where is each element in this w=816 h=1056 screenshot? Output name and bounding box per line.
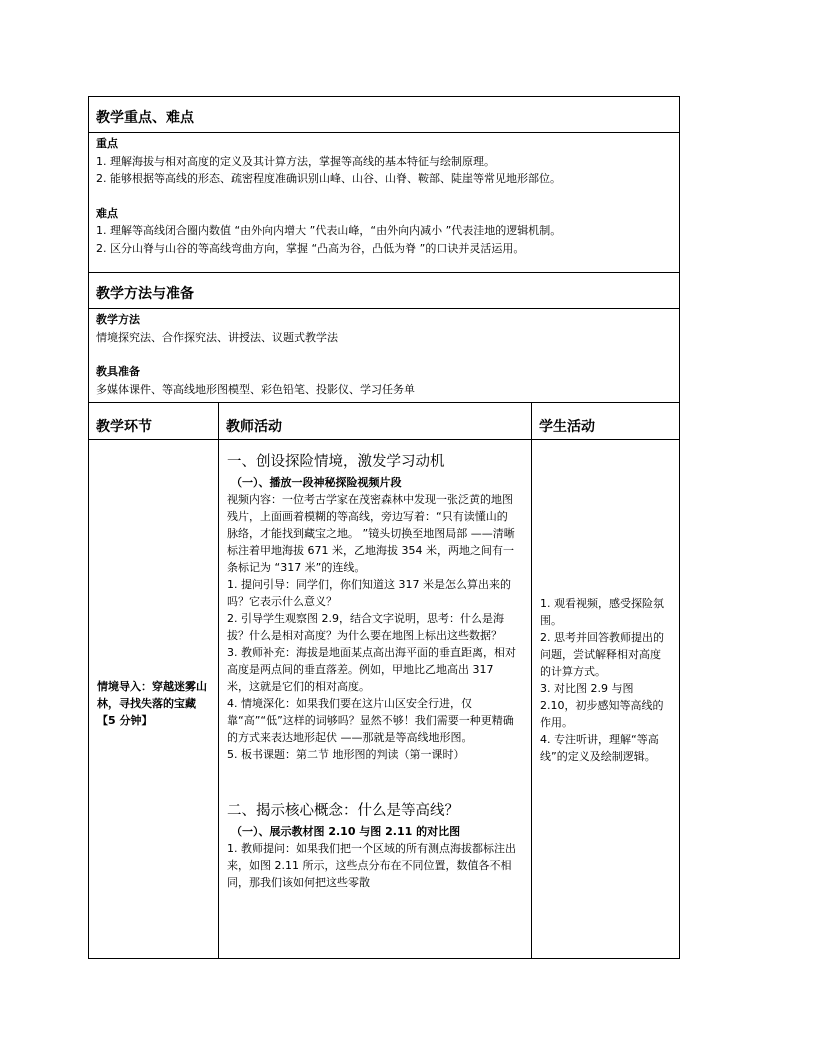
teacher-step: 1. 教师提问：如果我们把一个区域的所有测点海拔都标注出来，如图 2.11 所示，这些点分布在不同位置，数值各不相同，那我们该如何把这些零散 <box>227 842 516 889</box>
tools-text: 多媒体课件、等高线地形图模型、彩色铅笔、投影仪、学习任务单 <box>96 382 415 396</box>
method-text: 情境探究法、合作探究法、讲授法、议题式教学法 <box>96 330 338 344</box>
student-cell <box>532 440 679 959</box>
column-header-stage: 教学环节 <box>89 403 219 439</box>
method-heading: 教学方法 <box>96 313 140 326</box>
teacher-step: 2. 引导学生观察图 2.9，结合文字说明，思考：什么是海拔？什么是相对高度？为什么要在地图上标出这些数据？ <box>227 612 504 642</box>
student-item: 4. 专注听讲，理解“等高线”的定义及绘制逻辑。 <box>540 733 659 763</box>
difficulty-item: 1. 理解等高线闭合圈内数值 “由外向内增大 ”代表山峰，“由外向内减小 ”代表洼地的逻辑机制。 <box>96 224 562 237</box>
teacher-step: 1. 提问引导：同学们，你们知道这 317 米是怎么算出来的吗？它表示什么意义？ <box>227 578 511 608</box>
activity-table-header <box>89 403 679 440</box>
stage-cell <box>89 440 219 959</box>
focus-item: 2. 能够根据等高线的形态、疏密程度准确识别山峰、山谷、山脊、鞍部、陡崖等常见地形部位。 <box>96 172 561 185</box>
teacher-step: 4. 情境深化：如果我们要在这片山区安全行进，仅靠“高”“低”这样的词够吗？显然不够！我们需要一种更精确的方式来表达地形起伏 ——那就是等高线地形图。 <box>227 697 514 744</box>
section-title: 二、揭示核心概念：什么是等高线？ <box>227 803 459 819</box>
teacher-step: 3. 教师补充：海拔是地面某点高出海平面的垂直距离，相对高度是两点间的垂直落差。例如，甲地比乙地高出 317 米，这就是它们的相对高度。 <box>227 646 516 693</box>
section-subtitle: （一）、播放一段神秘探险视频片段 <box>231 476 402 489</box>
key-points-body <box>89 133 679 273</box>
lesson-plan-table <box>88 96 680 959</box>
focus-item: 1. 理解海拔与相对高度的定义及其计算方法，掌握等高线的基本特征与绘制原理。 <box>96 154 495 168</box>
teacher-step: 5. 板书课题：第二节 地形图的判读（第一课时） <box>227 748 465 761</box>
stage-label: 情境导入：穿越迷雾山林，寻找失落的宝藏【5 分钟】 <box>97 680 207 727</box>
section-subtitle: （一）、展示教材图 2.10 与图 2.11 的对比图 <box>231 825 461 838</box>
difficulty-heading: 难点 <box>96 206 118 220</box>
video-description: 视频内容：一位考古学家在茂密森林中发现一张泛黄的地图残片，上面画着模糊的等高线，旁边写着：“只有读懂山的脉络，才能找到藏宝之地。 ”镜头切换至地图局部 ——清晰标注着甲地海拔 671 米，乙地海拔 354 米，两地之间有一条标记为 “317 米”的连线。 <box>227 493 515 574</box>
focus-heading: 重点 <box>96 137 118 150</box>
teacher-cell <box>219 440 532 959</box>
methods-body <box>89 309 679 403</box>
activity-table-row <box>89 440 679 959</box>
tools-heading: 教具准备 <box>96 365 140 378</box>
methods-title: 教学方法与准备 <box>89 273 679 309</box>
student-item: 3. 对比图 2.9 与图 2.10，初步感知等高线的作用。 <box>540 682 664 729</box>
column-header-teacher: 教师活动 <box>219 403 532 439</box>
section-title: 一、创设探险情境，激发学习动机 <box>227 454 445 470</box>
difficulty-item: 2. 区分山脊与山谷的等高线弯曲方向，掌握 “凸高为谷，凸低为脊 ”的口诀并灵活运用。 <box>96 241 525 255</box>
column-header-student: 学生活动 <box>539 419 595 435</box>
student-item: 1. 观看视频，感受探险氛围。 <box>540 597 664 627</box>
student-item: 2. 思考并回答教师提出的问题，尝试解释相对高度的计算方式。 <box>540 631 664 678</box>
key-points-title: 教学重点、难点 <box>89 97 679 133</box>
